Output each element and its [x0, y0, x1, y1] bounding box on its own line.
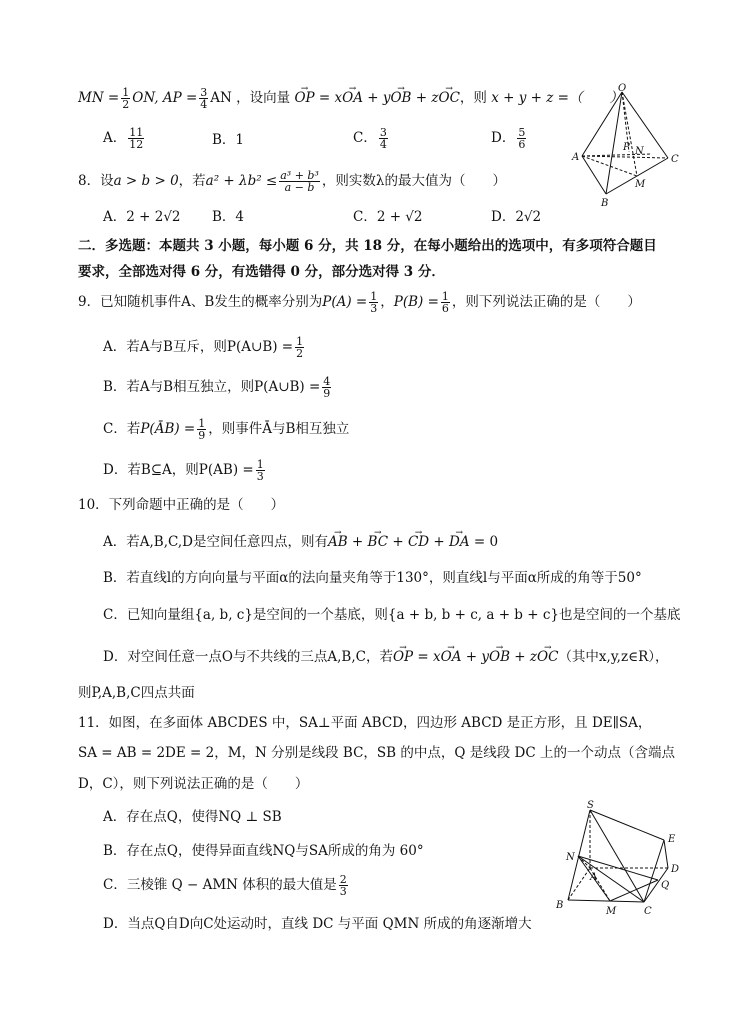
q7-stem	[78, 87, 623, 110]
fig11-label-n: N	[566, 852, 575, 863]
q11-option-c-num: 2	[339, 873, 347, 886]
q11-stem-2: SA = AB = 2DE = 2，M，N 分别是线段 BC，SB 的中点，Q 是线段 DC 上的一个动点（含端点	[78, 745, 675, 761]
q7-option-c-num: 3	[379, 126, 387, 139]
q7-frac-1-den: 2	[122, 98, 130, 111]
q11-stem-3: D，C），则下列说法正确的是（ ）	[78, 776, 309, 792]
q8-stem-c: ，则实数λ的最大值为（ ）	[321, 173, 506, 189]
q11-option-c-frac	[339, 874, 348, 897]
section2-heading-1: 二．多选题：本题共 3 小题，每小题 6 分，共 18 分，在每小题给出的选项中，有多项符合题目	[78, 238, 657, 254]
q7-frac-2-num: 3	[200, 86, 208, 99]
q7-option-c	[353, 127, 390, 150]
q7-option-a-den: 12	[129, 138, 144, 151]
q7-frac-2	[199, 87, 208, 110]
q9-pb-num: 1	[441, 290, 449, 303]
q9-option-a-frac	[295, 336, 304, 359]
q10-option-a-tail: = 0	[473, 534, 499, 550]
q9-pa-den: 3	[370, 302, 378, 315]
q9-pa-frac	[369, 291, 378, 314]
q9-option-d	[103, 459, 267, 482]
q9-option-d-den: 3	[256, 470, 264, 483]
q11-option-c-den: 3	[339, 885, 347, 898]
q10-vec-op: → OP	[393, 648, 413, 666]
q7-option-d-frac	[517, 127, 526, 150]
q7-option-d-den: 6	[518, 138, 526, 151]
fig11-label-e: E	[668, 834, 676, 845]
fig7-label-c: C	[671, 154, 679, 165]
q7-option-c-frac	[379, 127, 388, 150]
q9-option-d-frac	[256, 459, 265, 482]
q9-option-b-num: 4	[323, 375, 331, 388]
q7-option-d-label: D．	[491, 130, 516, 146]
q8-option-c: C．2 + √2	[353, 209, 423, 225]
q11-stem-1: 11．如图，在多面体 ABCDES 中，SA⊥平面 ABCD，四边形 ABCD 是正方形，且 DE∥SA，	[78, 715, 652, 731]
q10-vec-oc: → OC	[537, 648, 558, 666]
vec-oa: → OA	[342, 89, 363, 107]
q7-option-a	[103, 127, 146, 150]
q9-option-c-text-1: C．若	[103, 421, 141, 437]
q9-pb-frac	[441, 291, 450, 314]
q7-eq: = x	[314, 90, 343, 106]
q9-option-d-text: D．若B⊆A，则P(AB) =	[103, 462, 254, 478]
q8-frac	[279, 170, 320, 193]
q10-option-a-text: A．若A,B,C,D是空间任意四点，则有	[103, 534, 328, 550]
q7-frac-1-num: 1	[122, 86, 130, 99]
fig11-label-a: A	[590, 872, 598, 883]
q9-option-d-num: 1	[256, 458, 264, 471]
q8-option-a: A．2 + 2√2	[103, 209, 181, 225]
fig7-label-n: N	[635, 146, 644, 157]
q9-option-b-den: 9	[323, 387, 331, 400]
fig7-label-o: O	[618, 83, 627, 94]
q10-stem: 10．下列命题中正确的是（ ）	[78, 497, 285, 513]
q8-frac-den: a − b	[284, 181, 315, 194]
q8-lhs: a² + λb² ≤	[205, 173, 278, 189]
fig7-label-m: M	[635, 179, 646, 190]
fig7-label-b: B	[601, 198, 609, 209]
q7-stem-e: x + y + z =（ ）	[491, 90, 623, 106]
q7-option-a-num: 11	[129, 126, 144, 139]
q8-cond: a > b > 0	[113, 173, 179, 189]
q8-frac-num: a³ + b³	[280, 169, 319, 182]
vec-ob: → OB	[390, 89, 411, 107]
q9-sep: ，	[380, 294, 394, 310]
fig11-label-c: C	[644, 906, 652, 917]
fig11-label-b: B	[556, 900, 564, 911]
q7-option-c-label: C．	[353, 130, 377, 146]
q11-option-c-text: C．三棱锥 Q − AMN 体积的最大值是	[103, 877, 337, 893]
q8-option-b: B．4	[212, 209, 245, 225]
q7-stem-b: ON, AP =	[132, 90, 198, 106]
vec-cd: → CD	[408, 533, 429, 551]
q10-p2: + z	[510, 649, 538, 665]
q9-stem-a: 9．已知随机事件A、B发生的概率分别为	[78, 294, 323, 310]
q8-stem-b: ，若	[178, 173, 206, 189]
q10-vec-ob: → OB	[489, 648, 510, 666]
q9-option-c-frac	[197, 418, 206, 441]
vec-oc: → OC	[439, 89, 460, 107]
q9-option-a-text: A．若A与B互斥，则P(A∪B) =	[103, 339, 294, 355]
q9-option-b	[103, 376, 333, 399]
q7-option-a-frac	[128, 127, 144, 150]
q9-option-b-text: B．若A与B相互独立，则P(A∪B) =	[103, 379, 321, 395]
q8-stem	[78, 170, 506, 193]
q10-option-d-text-3: 则P,A,B,C四点共面	[78, 685, 195, 701]
vec-da: → DA	[449, 533, 470, 551]
polyhedron-figure	[552, 798, 692, 918]
q11-option-c	[103, 874, 350, 897]
q10-option-d	[103, 648, 669, 666]
q8-stem-a: 8．设	[78, 173, 114, 189]
fig7-label-a: A	[572, 152, 580, 163]
q7-option-d-num: 5	[518, 126, 526, 139]
q9-option-c	[103, 418, 349, 441]
q9-option-c-expr: P(ĀB) =	[140, 421, 196, 437]
q8-option-d: D．2√2	[491, 209, 542, 225]
q9-pb-den: 6	[441, 302, 449, 315]
q9-stem-b: ，则下列说法正确的是（ ）	[451, 294, 641, 310]
section2-heading-2: 要求，全部选对得 6 分，有选错得 0 分，部分选对得 3 分．	[78, 264, 445, 280]
q9-pb: P(B) =	[393, 294, 439, 310]
q11-option-d: D．当点Q自D向C处运动时，直线 DC 与平面 QMN 所成的角逐渐增大	[103, 916, 532, 932]
q9-option-c-den: 9	[198, 429, 206, 442]
fig11-label-m: M	[606, 906, 617, 917]
q9-pa: P(A) =	[322, 294, 368, 310]
q10-option-d-text-1: D．对空间任意一点O与不共线的三点A,B,C，若	[103, 649, 393, 665]
q7-option-a-label: A．	[103, 130, 127, 146]
q9-stem	[78, 291, 641, 314]
q11-option-b: B．存在点Q，使得异面直线NQ与SA所成的角为 60°	[103, 843, 424, 859]
q10-option-d-text-2: （其中x,y,z∈R），	[558, 649, 669, 665]
fig11-label-q: Q	[661, 880, 670, 891]
q11-option-a: A．存在点Q，使得NQ ⊥ SB	[103, 809, 282, 825]
vec-bc: → BC	[368, 533, 389, 551]
q10-eq: = x	[413, 649, 441, 665]
q9-option-c-num: 1	[198, 417, 206, 430]
q10-p1: + y	[461, 649, 490, 665]
vec-op: → OP	[294, 89, 314, 107]
q9-option-a-den: 2	[296, 347, 304, 360]
q7-frac-2-den: 4	[200, 98, 208, 111]
q9-option-a	[103, 336, 306, 359]
q7-option-b: B．1	[212, 132, 245, 148]
q7-option-d	[491, 127, 528, 150]
q7-stem-d: ，则	[459, 90, 487, 106]
q10-option-c: C．已知向量组{a, b, c}是空间的一个基底，则{a + b, b + c, a + b + c}也是空间的一个基底	[103, 607, 681, 623]
q9-option-b-frac	[322, 376, 331, 399]
q7-frac-1	[121, 87, 130, 110]
q7-stem-a: MN =	[78, 90, 120, 106]
fig11-label-s: S	[587, 800, 594, 811]
q9-option-c-text-2: ，则事件Ā与B相互独立	[208, 421, 350, 437]
tetrahedron-figure	[560, 82, 690, 212]
fig11-label-d: D	[671, 864, 680, 875]
q9-pa-num: 1	[370, 290, 378, 303]
q7-stem-c: AN ，设向量	[210, 90, 291, 106]
q7-p2: + z	[411, 90, 439, 106]
vec-ab: → AB	[328, 533, 348, 551]
q10-option-b: B．若直线l的方向向量与平面α的法向量夹角等于130°，则直线l与平面α所成的角等于50°	[103, 570, 642, 586]
q10-option-a: A．若A,B,C,D是空间任意四点，则有→ AB + → BC + → CD + → DA = 0	[103, 533, 498, 551]
q7-p1: + y	[362, 90, 391, 106]
fig7-label-p: P	[623, 142, 630, 153]
q10-vec-oa: → OA	[441, 648, 462, 666]
q9-option-a-num: 1	[296, 335, 304, 348]
q7-option-c-den: 4	[379, 138, 387, 151]
